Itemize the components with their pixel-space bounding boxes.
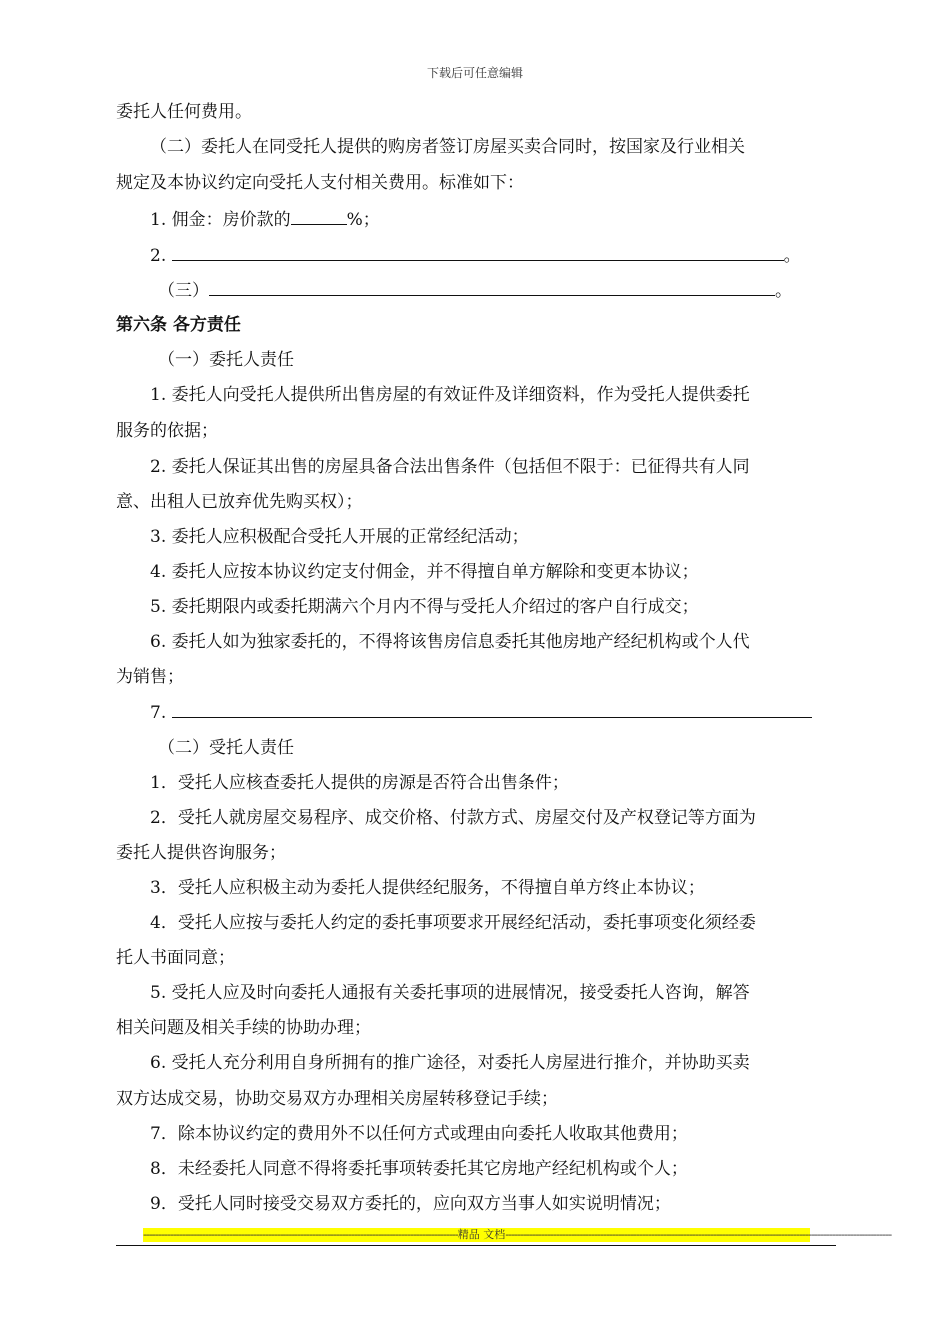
period: 。 — [783, 246, 801, 266]
paragraph-line: 2. 委托人保证其出售的房屋具备合法出售条件（包括但不限于：已征得共有人同 — [150, 457, 750, 477]
paragraph-line: 5. 受托人应及时向委托人通报有关委托事项的进展情况，接受委托人咨询，解答 — [150, 983, 750, 1003]
paragraph-line: 6. 委托人如为独家委托的，不得将该售房信息委托其他房地产经纪机构或个人代 — [150, 632, 750, 652]
paragraph-line: 5. 委托期限内或委托期满六个月内不得与受托人介绍过的客户自行成交； — [150, 597, 699, 617]
blank-field — [172, 701, 812, 718]
item-2-line — [150, 244, 801, 267]
paragraph-line: 意、出租人已放弃优先购买权）； — [116, 492, 363, 512]
paragraph-line: （二）委托人在同受托人提供的购房者签订房屋买卖合同时，按国家及行业相关 — [150, 137, 745, 157]
page-header-note: 下载后可任意编辑 — [426, 66, 523, 80]
footer-label: 精品 文档 — [457, 1228, 506, 1241]
article-heading: 第六条 各方责任 — [116, 315, 241, 335]
item-number: 7. — [150, 703, 167, 723]
paragraph-line: 3．受托人应积极主动为委托人提供经纪服务，不得擅自单方终止本协议； — [150, 878, 705, 898]
paragraph-line: 1. 委托人向受托人提供所出售房屋的有效证件及详细资料，作为受托人提供委托 — [150, 385, 750, 405]
paragraph-line: 规定及本协议约定向受托人支付相关费用。标准如下： — [116, 173, 524, 193]
footer-dash-left: ---------------------------------------------------------------------------------------------------------- — [143, 1228, 458, 1241]
section-3-line — [158, 279, 792, 302]
commission-line — [150, 208, 380, 231]
paragraph-line: 委托人提供咨询服务； — [116, 843, 286, 863]
paragraph-line: 托人书面同意； — [116, 948, 235, 968]
paragraph-line: 相关问题及相关手续的协助办理； — [116, 1018, 371, 1038]
blank-field — [172, 244, 784, 261]
footer-rule — [116, 1245, 836, 1246]
item-7-line — [150, 701, 812, 724]
percent-suffix: %； — [346, 210, 380, 230]
paragraph-line: 7．除本协议约定的费用外不以任何方式或理由向委托人收取其他费用； — [150, 1124, 688, 1144]
paragraph-line: 9．受托人同时接受交易双方委托的，应向双方当事人如实说明情况； — [150, 1194, 671, 1214]
paragraph-line: 4. 委托人应按本协议约定支付佣金，并不得擅自单方解除和变更本协议； — [150, 562, 699, 582]
paragraph-line: 双方达成交易，协助交易双方办理相关房屋转移登记手续； — [116, 1089, 558, 1109]
footer-dash-right: ---------------------------------------------------------------------------------------------------------------------------------- — [505, 1228, 892, 1241]
subsection-heading: （二）受托人责任 — [158, 738, 294, 758]
paragraph-line: 1．受托人应核查委托人提供的房源是否符合出售条件； — [150, 773, 569, 793]
paragraph-line: 3. 委托人应积极配合受托人开展的正常经纪活动； — [150, 527, 529, 547]
item-number: （三） — [158, 281, 209, 301]
period: 。 — [775, 281, 792, 301]
paragraph-line: 为销售； — [116, 667, 184, 687]
blank-field — [291, 208, 347, 225]
paragraph-line: 8．未经委托人同意不得将委托事项转委托其它房地产经纪机构或个人； — [150, 1159, 688, 1179]
item-number: 2. — [150, 246, 167, 266]
paragraph-line: 2．受托人就房屋交易程序、成交价格、付款方式、房屋交付及产权登记等方面为 — [150, 808, 756, 828]
commission-label: 1. 佣金：房价款的 — [150, 210, 291, 230]
paragraph-line: 委托人任何费用。 — [116, 102, 252, 122]
paragraph-line: 6. 受托人充分利用自身所拥有的推广途径，对委托人房屋进行推介，并协助买卖 — [150, 1053, 750, 1073]
paragraph-line: 服务的依据； — [116, 421, 218, 441]
subsection-heading: （一）委托人责任 — [158, 350, 294, 370]
paragraph-line: 4．受托人应按与委托人约定的委托事项要求开展经纪活动，委托事项变化须经委 — [150, 913, 756, 933]
blank-field — [209, 279, 775, 296]
footer-band — [143, 1228, 892, 1242]
